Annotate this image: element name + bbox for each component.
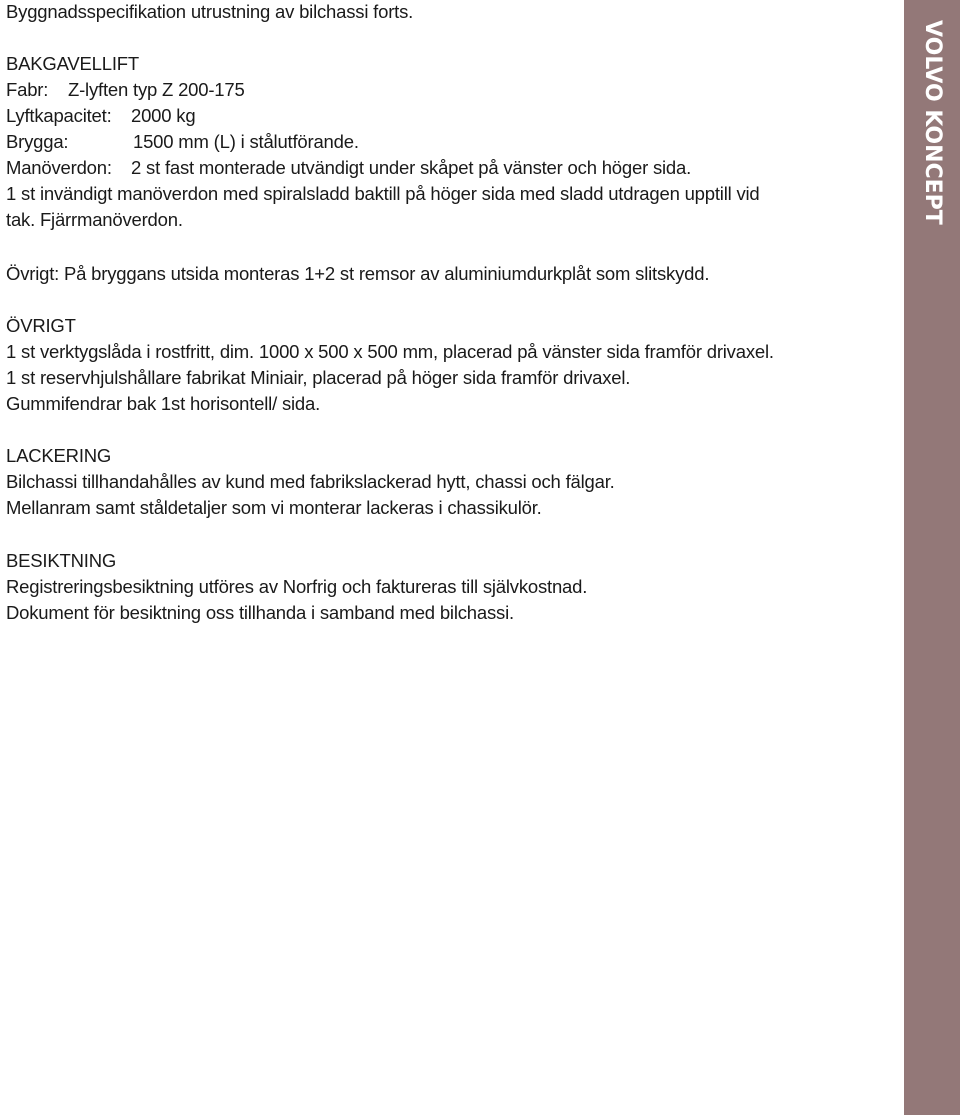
spec-value-brygga: 1500 mm (L) i stålutförande. — [133, 131, 359, 152]
spec-label-lyftkapacitet: Lyftkapacitet: — [6, 105, 112, 126]
section-bakgavellift — [6, 51, 760, 233]
section-heading-bakgavellift: BAKGAVELLIFT — [6, 53, 139, 74]
paragraph-line: Mellanram samt ståldetaljer som vi monterar lackeras i chassikulör. — [6, 497, 542, 518]
paragraph-line: 1 st invändigt manöverdon med spiralsladd baktill på höger sida med sladd utdragen upptill vid — [6, 183, 760, 204]
section-heading-lackering: LACKERING — [6, 445, 112, 466]
spec-row-manoverdon — [6, 155, 760, 181]
paragraph-ovrigt-lift: Övrigt: På bryggans utsida monteras 1+2 st remsor av aluminiumdurkplåt som slitskydd. — [6, 263, 710, 284]
paragraph-line: 1 st reservhjulshållare fabrikat Miniair, placerad på höger sida framför drivaxel. — [6, 367, 631, 388]
spec-value-manoverdon: 2 st fast monterade utvändigt under skåpet på vänster och höger sida. — [131, 157, 692, 178]
spec-row-fabr — [6, 77, 760, 103]
spec-label-brygga: Brygga: — [6, 131, 69, 152]
spec-value-lyftkapacitet: 2000 kg — [131, 105, 196, 126]
document-title: Byggnadsspecifikation utrustning av bilchassi forts. — [6, 1, 414, 22]
section-heading-ovrigt: ÖVRIGT — [6, 315, 76, 336]
spec-label-fabr: Fabr: — [6, 79, 49, 100]
section-besiktning — [6, 548, 587, 626]
spec-value-fabr: Z-lyften typ Z 200-175 — [68, 79, 245, 100]
brand-side-band — [904, 0, 960, 1115]
section-ovrigt — [6, 313, 774, 417]
paragraph-line: tak. Fjärrmanöverdon. — [6, 209, 183, 230]
paragraph-line: Dokument för besiktning oss tillhanda i samband med bilchassi. — [6, 602, 514, 623]
spec-label-manoverdon: Manöverdon: — [6, 157, 112, 178]
section-lackering — [6, 443, 615, 521]
paragraph-line: Registreringsbesiktning utföres av Norfrig och faktureras till självkostnad. — [6, 576, 588, 597]
spec-row-lyftkapacitet — [6, 103, 760, 129]
brand-label: VOLVO KONCEPT — [920, 20, 945, 225]
spec-row-brygga — [6, 129, 760, 155]
paragraph-line: 1 st verktygslåda i rostfritt, dim. 1000 x 500 x 500 mm, placerad på vänster sida framför drivaxel. — [6, 341, 774, 362]
paragraph-line: Gummifendrar bak 1st horisontell/ sida. — [6, 393, 321, 414]
section-heading-besiktning: BESIKTNING — [6, 550, 117, 571]
paragraph-line: Bilchassi tillhandahålles av kund med fabrikslackerad hytt, chassi och fälgar. — [6, 471, 615, 492]
